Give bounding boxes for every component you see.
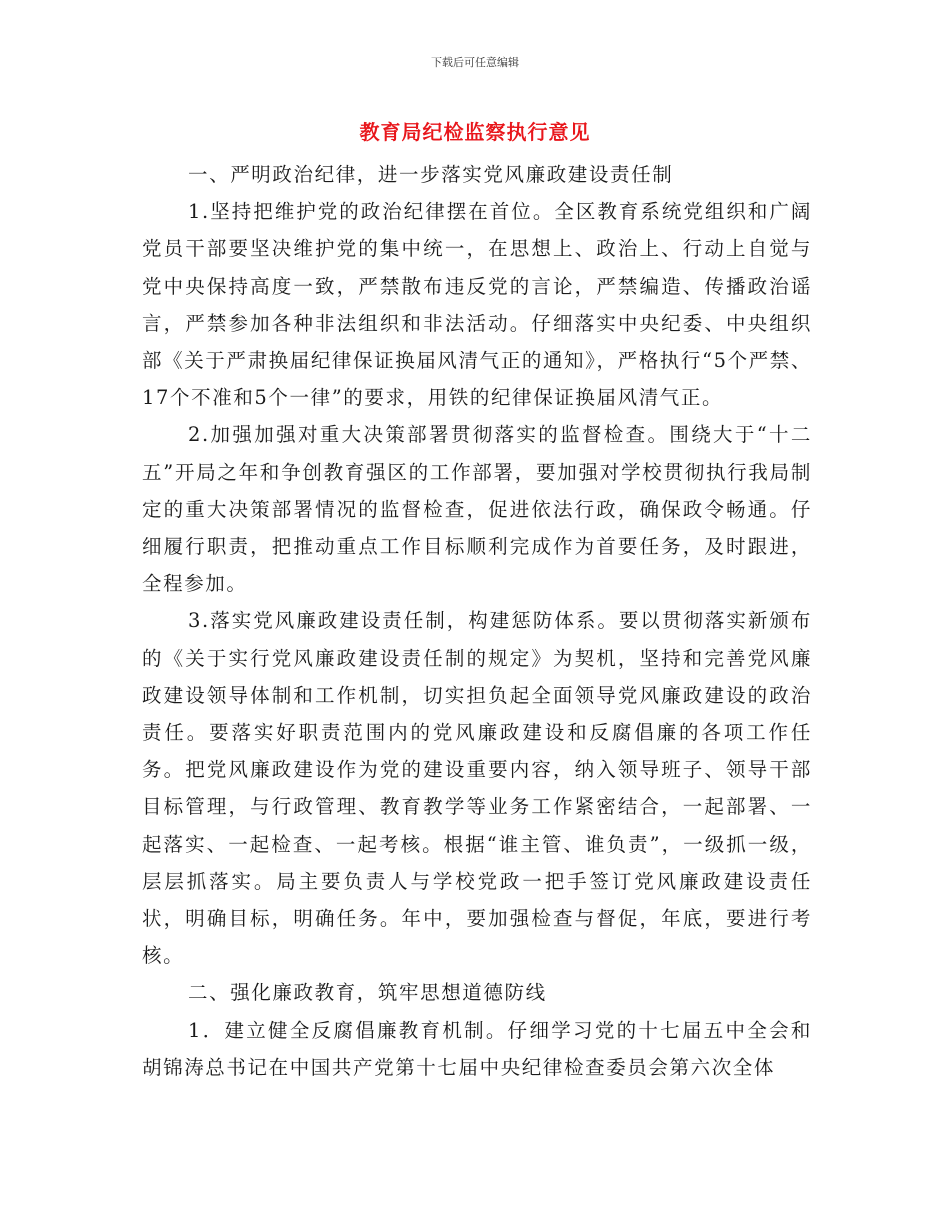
document-title: 教育局纪检监察执行意见 [359, 120, 591, 144]
paragraph-1-1: 1.坚持把维护党的政治纪律摆在首位。全区教育系统党组织和广阔党员干部要坚决维护党的集中统一，在思想上、政治上、行动上自觉与党中央保持高度一致，严禁散布违反党的言论，严禁编造、传播政治谣言，严禁参加各种非法组织和非法活动。仔细落实中央纪委、中央组织部《关于严肃换届纪律保证换届风清气正的通知》，严格执行“5个严禁、17个不准和5个一律”的要求，用铁的纪律保证换届风清气正。 [142, 200, 812, 410]
paragraph-1-2: 2.加强加强对重大决策部署贯彻落实的监督检查。围绕大于“十二五”开局之年和争创教育强区的工作部署，要加强对学校贯彻执行我局制定的重大决策部署情况的监督检查，促进依法行政，确保政令畅通。仔细履行职责，把推动重点工作目标顺利完成作为首要任务，及时跟进，全程参加。 [142, 423, 812, 596]
section-heading-1: 一、严明政治纪律，进一步落实党风廉政建设责任制 [188, 163, 674, 186]
header-note: 下载后可任意编辑 [431, 56, 519, 69]
paragraph-1-3: 3.落实党风廉政建设责任制，构建惩防体系。要以贯彻落实新颁布的《关于实行党风廉政建设责任制的规定》为契机，坚持和完善党风廉政建设领导体制和工作机制，切实担负起全面领导党风廉政建设的政治责任。要落实好职责范围内的党风廉政建设和反腐倡廉的各项工作任务。把党风廉政建设作为党的建设重要内容，纳入领导班子、领导干部目标管理，与行政管理、教育教学等业务工作紧密结合，一起部署、一起落实、一起检查、一起考核。根据“谁主管、谁负责”，一级抓一级，层层抓落实。局主要负责人与学校党政一把手签订党风廉政建设责任状，明确目标，明确任务。年中，要加强检查与督促，年底，要进行考核。 [142, 609, 812, 968]
paragraph-2-1: 1．建立健全反腐倡廉教育机制。仔细学习党的十七届五中全会和胡锦涛总书记在中国共产党第十七届中央纪律检查委员会第六次全体 [142, 1018, 812, 1079]
section-heading-2: 二、强化廉政教育，筑牢思想道德防线 [188, 981, 547, 1005]
document-body [142, 156, 812, 1086]
